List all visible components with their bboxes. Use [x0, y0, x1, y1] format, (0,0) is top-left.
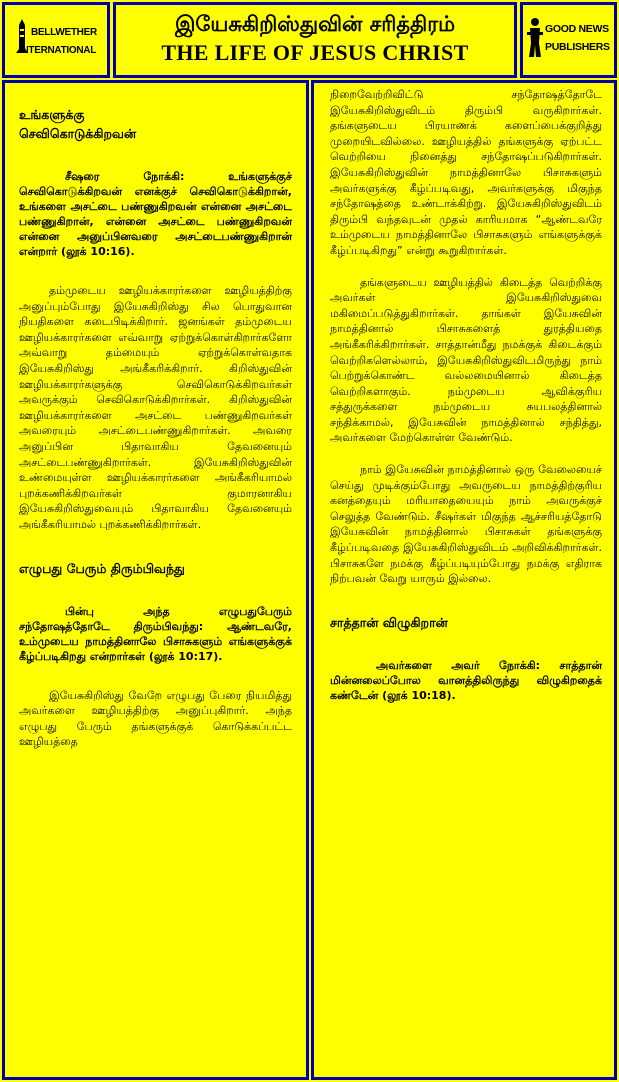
bellwether-logo-line2: INTERNATIONAL: [19, 45, 97, 56]
book-figure-icon: [527, 17, 543, 57]
bellwether-logo-line1: BELLWETHER: [31, 27, 97, 38]
section-heading-listens: உங்களுக்கு செவிகொடுக்கிறவன்: [19, 107, 137, 141]
scripture-quote-luke-10-17: பின்பு அந்த எழுபதுபேரும் சந்தோஷத்தோடே திரும்பிவந்து: ஆண்டவரே, உம்முடைய நாமத்தினாலே பிசாசுகளும் எங்களுக்குக் கீழ்ப்படிகிறது என்றார்கள் (லூக் 10:17).: [19, 604, 292, 663]
left-column: [2, 80, 309, 1080]
right-column: [311, 80, 617, 1080]
title-english: THE LIFE OF JESUS CHRIST: [161, 40, 469, 65]
body-paragraph: தம்முடைய ஊழியக்காரர்களை ஊழியத்திற்கு அனுப்பும்போது இயேசுகிறிஸ்து சில பொதுவான நியதிகளை கடைபிடிக்கிறார். ஜனங்கள் தம்முடைய ஊழியக்காரர்களை எவ்வாறு ஏற்றுக்கொள்கிறார்களோ அவ்வாறு தம்மையும் ஏற்றுக்கொள்வதாக இயேசுகிறிஸ்து அங்கீகரிக்கிறார். கிறிஸ்துவின் ஊழியக்காரர்களுக்கு செவிகொடுக்கிறவர்கள் அவருக்கும் செவிகொடுக்கிறார்கள். கிறிஸ்துவின் ஊழியக்காரர்களை அசட்டை பண்ணுகிறவர்கள் அவரையும் அசட்டைபண்ணுகிறார்கள். அவரை அனுப்பின பிதாவாகிய தேவனையும் அசட்டைபண்ணுகிறார்கள். இயேசுகிறிஸ்துவின் உண்மையுள்ள ஊழியக்காரர்களை அங்கீகரியாமல் புறக்கணிக்கிறவர்கள் குமாரனாகிய இயேசுகிறிஸ்துவையும் பிதாவாகிய தேவனையும் அங்கீகரியாமல் புறக்கணிக்கிறார்கள்.: [19, 284, 292, 531]
scripture-quote-luke-10-16: சீஷரை நோக்கி: உங்களுக்குச் செவிகொடுக்கிறவன் எனக்குச் செவிகொடுக்கிறான், உங்களை அசட்டை பண்ணுகிறவன் என்னை அசட்டை பண்ணுகிறான், என்னை அசட்டை பண்ணுகிறவன் என்னை அனுப்பினவரை அசட்டைபண்ணுகிறான் என்றார் (லூக் 10:16).: [19, 170, 292, 258]
scripture-quote-luke-10-18: அவர்களை அவர் நோக்கி: சாத்தான் மின்னலைப்போல வானத்திலிருந்து விழுகிறதைக் கண்டேன் (லூக் 10:18).: [330, 658, 602, 702]
section-heading-seventy-return: எழுபது பேரும் திரும்பிவந்து: [19, 560, 185, 576]
title-banner: [113, 2, 517, 78]
body-paragraph: இயேசுகிறிஸ்து வேறே எழுபது பேரை நியமித்து அவர்களை ஊழியத்திற்கு அனுப்புகிறார். அந்த எழுபது பேரும் தங்களுக்குக் கொடுக்கப்பட்ட ஊழியத்தை: [19, 688, 292, 749]
good-news-logo-line1: GOOD NEWS: [545, 23, 609, 35]
title-tamil: இயேசுகிறிஸ்துவின் சரித்திரம்: [174, 12, 456, 36]
body-paragraph: தங்களுடைய ஊழியத்தில் கிடைத்த வெற்றிக்கு அவர்கள் இயேசுகிறிஸ்துவை மகிமைப்படுத்துகிறார்கள். தாங்கள் இயேசுவின் நாமத்தினால் பிசாசுகளைத் துரத்தியதை அங்கீகரிக்கிறார்கள். சாத்தான்மீது நமக்குக் கிடைக்கும் வெற்றிகளெல்லாம், இயேசுகிறிஸ்துவிடமிருந்து நாம் பெற்றுக்கொண்ட வல்லமையினால் கிடைத்த வெற்றிகளாகும். நம்முடைய ஆவிக்குரிய சத்துருக்களை நம்முடைய சுயபலத்தினால் சந்திக்காமல், இயேசுவின் நாமத்தினால் சந்தித்து, அவர்களை மேற்கொள்ள வேண்டும்.: [330, 275, 602, 445]
body-paragraph: நிறைவேற்றிவிட்டு சந்தோஷத்தோடே இயேசுகிறிஸ்துவிடம் திரும்பி வருகிறார்கள். தங்களுடைய பிரயாணக் களைப்பைக்குறித்து முறையிடவில்லை. ஊழியத்தில் தங்களுக்கு ஏற்பட்ட வெற்றியை நினைத்து சந்தோஷப்படுகிறார்கள். இயேசுகிறிஸ்துவின் நாமத்தினாலே பிசாசுகளும் அவர்களுக்கு கீழ்ப்படிவது, அவர்களுக்கு மிகுந்த சந்தோஷத்தை உண்டாக்கிற்று. இயேசுகிறிஸ்துவிடம் திரும்பி வந்தவுடன் முதல் காரியமாக “ஆண்டவரே உம்முடைய நாமத்தினாலே பிசாசுகளும் எங்களுக்குக் கீழ்ப்படிகிறது” என்று கூறுகிறார்கள்.: [330, 88, 602, 257]
section-heading-satan-falls: சாத்தான் விழுகிறான்: [330, 614, 448, 630]
body-paragraph: நாம் இயேசுவின் நாமத்தினால் ஒரு வேலையைச் செய்து முடிக்கும்போது அவருடைய நாமத்திற்குரிய கனத்தையும் மரியாதையையும் நாம் அவருக்குச் செலுத்த வேண்டும். சீஷர்கள் மிகுந்த ஆச்சரியத்தோடு இயேசுவின் நாமத்தினால் பிசாசுகள் தங்களுக்கு கீழ்ப்படிவதை இயேசுகிறிஸ்துவிடம் அறிவிக்கிறார்கள். பிசாசுகளே நமக்கு கீழ்ப்படியும்போது நமக்கு எதிராக நிற்பவன் வேறு யாரும் இல்லை.: [330, 463, 602, 586]
good-news-logo-line2: PUBLISHERS: [545, 41, 610, 53]
good-news-logo: [520, 2, 617, 78]
bellwether-logo: [2, 2, 110, 78]
